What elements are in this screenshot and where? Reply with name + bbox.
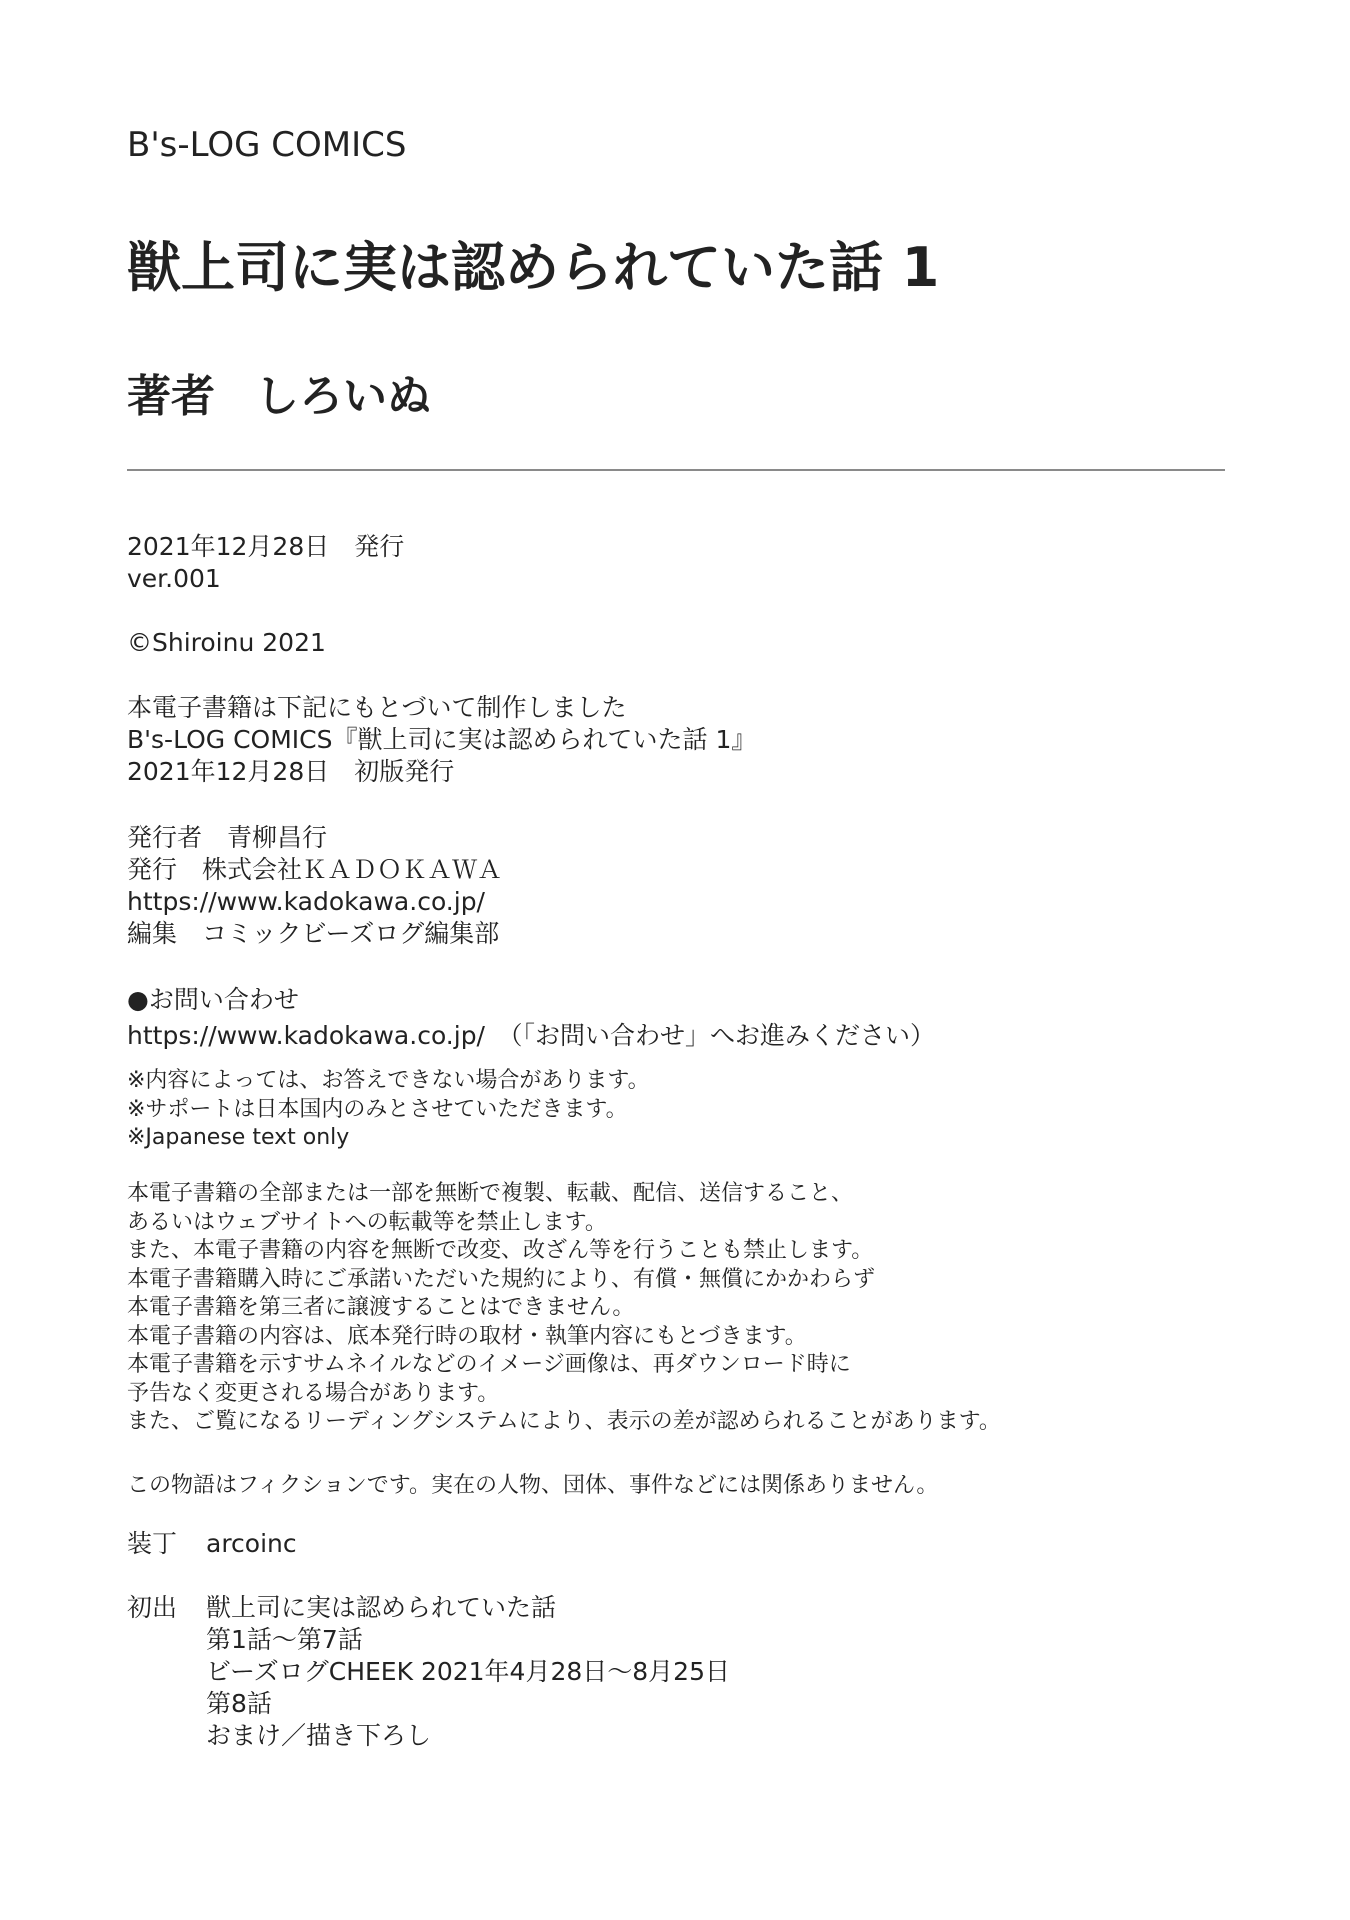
basis-line: 2021年12月28日 初版発行 [127, 757, 455, 786]
terms-line: 本電子書籍の内容は、底本発行時の取材・執筆内容にもとづきます。 [127, 1323, 807, 1349]
design-credit [127, 1528, 297, 1560]
contact-url: https://www.kadokawa.co.jp/ （「お問い合わせ」へお進みください） [127, 1021, 935, 1050]
fiction-notice [127, 1472, 938, 1501]
design-value: arcoinc [206, 1529, 297, 1558]
contact-block [127, 984, 935, 1052]
contact-heading: ●お問い合わせ [127, 985, 299, 1014]
terms-line: あるいはウェブサイトへの転載等を禁止します。 [127, 1209, 607, 1235]
terms-line: 本電子書籍を示すサムネイルなどのイメージ画像は、再ダウンロード時に [127, 1352, 851, 1377]
publish-info [127, 531, 404, 595]
publisher-url: https://www.kadokawa.co.jp/ [127, 887, 485, 916]
contact-notes [127, 1067, 650, 1153]
book-title: 獣上司に実は認められていた話 1 [127, 236, 940, 299]
copyright: ©Shiroinu 2021 [127, 628, 326, 657]
author-label: 著者 [127, 371, 215, 422]
terms-block [127, 1180, 1001, 1437]
first-appearance-line: おまけ／描き下ろし [206, 1721, 432, 1750]
design-label: 装丁 [127, 1529, 178, 1558]
contact-note: ※サポートは日本国内のみとさせていただきます。 [127, 1096, 628, 1122]
terms-line: 本電子書籍の全部または一部を無断で複製、転載、配信、送信すること、 [127, 1181, 854, 1206]
divider [127, 469, 1225, 471]
basis-line: 本電子書籍は下記にもとづいて制作しました [127, 693, 627, 722]
first-appearance-line: 獣上司に実は認められていた話 [206, 1593, 557, 1622]
author-name: しろいぬ [255, 371, 431, 422]
first-appearance-line: 第8話 [206, 1689, 272, 1718]
basis-block [127, 692, 756, 788]
basis-line: B's-LOG COMICS『獣上司に実は認められていた話 1』 [127, 725, 757, 754]
publisher-line: 編集 コミックビーズログ編集部 [127, 919, 500, 948]
terms-line: また、本電子書籍の内容を無断で改変、改ざん等を行うことも禁止します。 [127, 1238, 874, 1263]
first-appearance [127, 1592, 730, 1752]
publisher-line: 発行 株式会社ＫＡＤＯＫＡＷＡ [127, 855, 503, 884]
contact-note: ※内容によっては、お答えできない場合があります。 [127, 1068, 650, 1093]
terms-line: 本電子書籍を第三者に譲渡することはできません。 [127, 1295, 635, 1320]
version: ver.001 [127, 564, 221, 593]
publisher-line: 発行者 青柳昌行 [127, 823, 328, 852]
author-line [127, 360, 431, 424]
first-appearance-line: ビーズログCHEEK 2021年4月28日～8月25日 [206, 1657, 730, 1686]
terms-line: また、ご覧になるリーディングシステムにより、表示の差が認められることがあります。 [127, 1409, 1001, 1434]
fiction-notice-text: この物語はフィクションです。実在の人物、団体、事件などには関係ありません。 [127, 1473, 939, 1498]
publish-date: 2021年12月28日 発行 [127, 532, 405, 561]
terms-line: 予告なく変更される場合があります。 [127, 1380, 500, 1406]
publisher-block [127, 822, 502, 950]
copyright-block [127, 627, 326, 659]
series-name: B's-LOG COMICS [127, 125, 407, 165]
terms-line: 本電子書籍購入時にご承諾いただいた規約により、有償・無償にかかわらず [127, 1266, 876, 1292]
first-appearance-label: 初出 [127, 1593, 178, 1622]
first-appearance-line: 第1話～第7話 [206, 1625, 363, 1654]
contact-note: ※Japanese text only [127, 1125, 350, 1150]
